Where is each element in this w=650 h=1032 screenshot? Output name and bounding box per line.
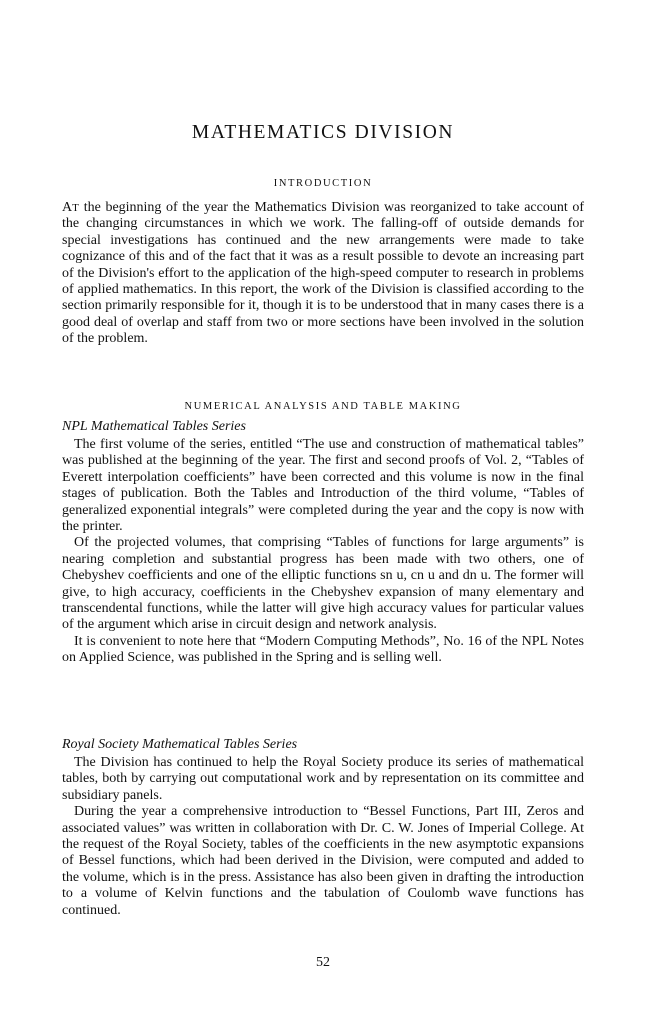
introduction-text: the beginning of the year the Mathematics Division was reorganized to take account of the changing circumstances in which we work. The falling-off of outside demands for special investigations has continued and the new arrangements were made to take cognizance of this and of the fact that it was as a result possible to devote an increasing part of the Division's effort to the application of the high-speed computer to research in problems of applied mathematics. In this report, the work of the Division is classified according to the section primarily responsible for it, though it is to be understood that in many cases there is a good deal of overlap and staff from two or more sections have been involved in the solution of the problem.	[62, 200, 584, 347]
introduction-paragraph	[62, 200, 584, 348]
npl-tables-subheading: NPL Mathematical Tables Series	[62, 419, 246, 434]
numerical-analysis-heading: NUMERICAL ANALYSIS AND TABLE MAKING	[184, 401, 462, 412]
drop-lead-rest: T	[72, 202, 80, 214]
introduction-section	[62, 200, 584, 348]
royal-society-section	[62, 736, 584, 919]
npl-paragraph-1: The first volume of the series, entitled “The use and construction of mathematical tables” was published at the beginning of the year. The first and second proofs of Vol. 2, “Tables of Everett interpolation coefficients” have been corrected and this volume is now in the final stages of publication. Both the Tables and Introduction of the third volume, “Tables of generalized exponential integrals” were completed during the year and the copy is now with the printer.	[62, 437, 584, 535]
npl-paragraph-3: It is convenient to note here that “Modern Computing Methods”, No. 16 of the NPL Notes on Applied Science, was published in the Spring and is selling well.	[62, 633, 584, 666]
npl-paragraph-2: Of the projected volumes, that comprising “Tables of functions for large arguments” is nearing completion and substantial progress has been made with two others, one of Chebyshev coefficients and one of the elliptic functions sn u, cn u and dn u. The former will give, to high accuracy, coefficients in the Chebyshev expansion of many elementary and transcendental functions, while the latter will give high accuracy values for particular values of the argument which arise in circuit design and network analysis.	[62, 535, 584, 633]
royal-paragraph-1: The Division has continued to help the Royal Society produce its series of mathematical tables, both by carrying out computational work and by representation on its committee and subsidiary panels.	[62, 755, 584, 803]
royal-paragraph-2: During the year a comprehensive introduction to “Bessel Functions, Part III, Zeros and associated values” was written in collaboration with Dr. C. W. Jones of Imperial College. At the request of the Royal Society, tables of the coefficients in the new asymptotic expansions of Bessel functions, which had been derived in the Division, were computed and added to the volume, which is in the press. Assistance has also been given in drafting the introduction to a volume of Kelvin functions and the tabulation of Coulomb wave functions has continued.	[62, 804, 584, 918]
royal-society-subheading: Royal Society Mathematical Tables Series	[62, 737, 298, 752]
introduction-heading: INTRODUCTION	[273, 178, 373, 189]
numerical-analysis-section	[62, 418, 584, 667]
page-number: 52	[316, 955, 330, 970]
drop-lead-letter: A	[62, 200, 73, 215]
page-title: MATHEMATICS DIVISION	[191, 122, 455, 143]
